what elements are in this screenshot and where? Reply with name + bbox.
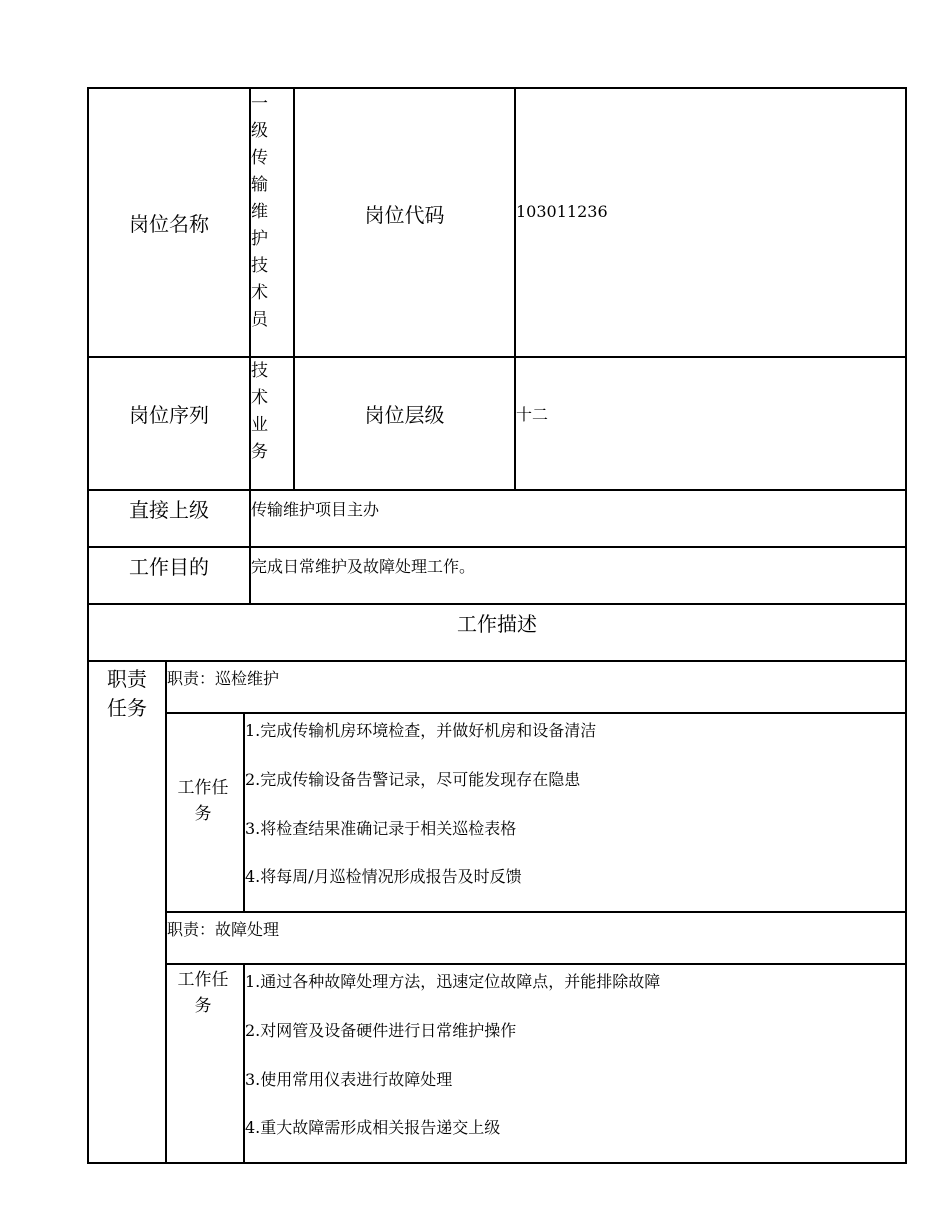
code-label: 岗位代码 (364, 202, 445, 227)
purpose-label: 工作目的 (129, 554, 209, 579)
purpose-value: 完成日常维护及故障处理工作。 (251, 557, 476, 576)
duty-title: 职责：故障处理 (167, 920, 280, 939)
task-item: 2.完成传输设备告警记录，尽可能发现存在隐患 (245, 770, 581, 789)
task-item: 4.将每周/月巡检情况形成报告及时反馈 (245, 867, 522, 886)
task-label: 工作任务 (177, 970, 229, 1016)
task-item: 3.使用常用仪表进行故障处理 (245, 1070, 453, 1089)
work-description-header: 工作描述 (457, 611, 537, 636)
task-label: 工作任务 (177, 778, 229, 824)
sequence-value: 技术业务 (251, 361, 268, 462)
task-item: 3.将检查结果准确记录于相关巡检表格 (245, 819, 517, 838)
task-item: 4.重大故障需形成相关报告递交上级 (245, 1118, 501, 1137)
name-value: 一级传输维护技术员 (251, 94, 268, 330)
name-label: 岗位名称 (129, 212, 209, 236)
level-value: 十二 (516, 405, 549, 424)
superior-value: 传输维护项目主办 (251, 500, 380, 519)
superior-label: 直接上级 (129, 497, 209, 522)
task-item: 2.对网管及设备硬件进行日常维护操作 (245, 1021, 517, 1040)
duty-title: 职责：巡检维护 (167, 669, 280, 688)
sequence-label: 岗位序列 (129, 402, 209, 427)
code-value: 103011236 (516, 202, 608, 221)
task-item: 1.通过各种故障处理方法，迅速定位故障点，并能排除故障 (245, 972, 661, 991)
level-label: 岗位层级 (364, 402, 445, 427)
duty-section-label: 职责任务 (107, 667, 147, 720)
task-item: 1.完成传输机房环境检查，并做好机房和设备清洁 (245, 721, 597, 740)
